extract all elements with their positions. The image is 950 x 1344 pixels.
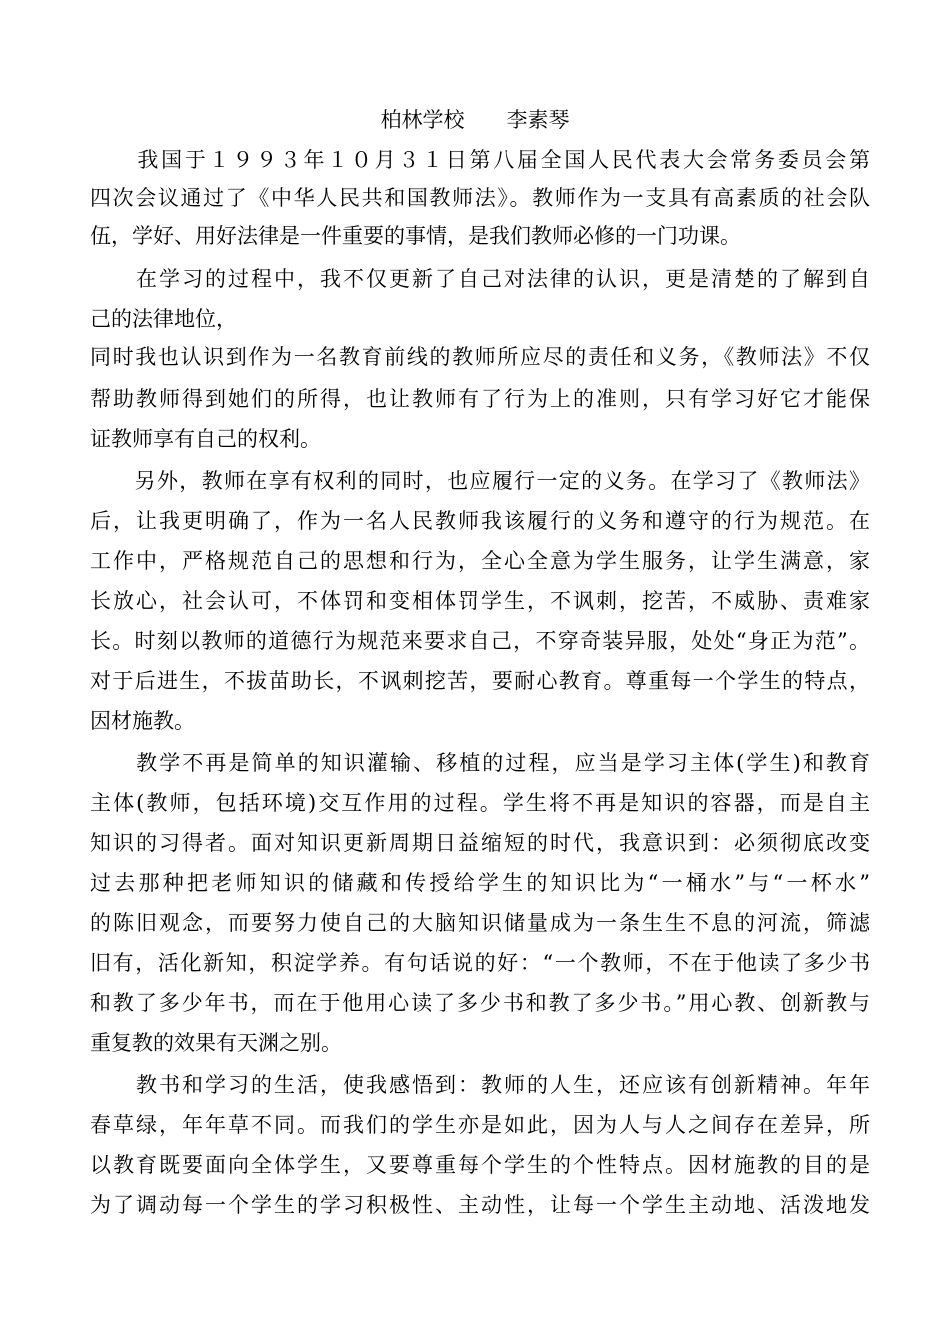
text-line: 为了调动每一个学生的学习积极性、主动性，让每一个学生主动地、活泼地发	[90, 1193, 870, 1217]
text-line: 对于后进生，不拔苗助长，不讽刺挖苦，要耐心教育。尊重每一个学生的特点，	[90, 669, 870, 693]
text-line: 四次会议通过了《中华人民共和国教师法》。教师作为一支具有高素质的社会队	[90, 186, 870, 210]
text-line: 工作中，严格规范自己的思想和行为，全心全意为学生服务，让学生满意，家	[90, 549, 870, 573]
text-line: 因材施教。	[90, 709, 195, 733]
text-line: 旧有，活化新知，积淀学养。有句话说的好：“一个教师，不在于他读了多少书	[90, 951, 870, 975]
text-line: 春草绿，年年草不同。而我们的学生亦是如此，因为人与人之间存在差异，所	[90, 1113, 870, 1137]
text-line: 和教了多少年书，而在于他用心读了多少书和教了多少书。”用心教、创新教与	[90, 991, 870, 1015]
text-line: 教学不再是简单的知识灌输、移植的过程，应当是学习主体(学生)和教育	[90, 751, 870, 775]
text-line: 伍，学好、用好法律是一件重要的事情，是我们教师必修的一门功课。	[90, 224, 741, 248]
text-line: 长放心，社会认可，不体罚和变相体罚学生，不讽刺，挖苦，不威胁、责难家	[90, 589, 870, 613]
text-line: 以教育既要面向全体学生，又要尊重每个学生的个性特点。因材施教的目的是	[90, 1153, 870, 1177]
text-line: 己的法律地位，	[90, 307, 237, 331]
text-line: 证教师享有自己的权利。	[90, 427, 321, 451]
text-line: 知识的习得者。面对知识更新周期日益缩短的时代，我意识到：必须彻底改变	[90, 831, 870, 855]
text-line: 另外，教师在享有权利的同时，也应履行一定的义务。在学习了《教师法》	[90, 469, 870, 493]
text-line: 后，让我更明确了，作为一名人民教师我该履行的义务和遵守的行为规范。在	[90, 509, 870, 533]
text-line: 重复教的效果有天渊之别。	[90, 1031, 342, 1055]
text-line: 教书和学习的生活，使我感悟到：教师的人生，还应该有创新精神。年年	[90, 1073, 870, 1097]
text-line: 我国于１９９３年１０月３１日第八届全国人民代表大会常务委员会第	[90, 148, 870, 172]
text-line: 同时我也认识到作为一名教育前线的教师所应尽的责任和义务，《教师法》不仅	[90, 345, 870, 369]
text-line: 主体(教师，包括环境)交互作用的过程。学生将不再是知识的容器，而是自主	[90, 791, 870, 815]
text-line: 长。时刻以教师的道德行为规范来要求自己，不穿奇装异服，处处“身正为范”。	[90, 629, 870, 653]
text-line: 的陈旧观念，而要努力使自己的大脑知识储量成为一条生生不息的河流，筛滤	[90, 911, 870, 935]
text-line: 帮助教师得到她们的所得，也让教师有了行为上的准则，只有学习好它才能保	[90, 387, 870, 411]
text-line: 在学习的过程中，我不仅更新了自己对法律的认识，更是清楚的了解到自	[90, 267, 870, 291]
author-line: 柏林学校 李素琴	[380, 108, 570, 132]
text-line: 过去那种把老师知识的储藏和传授给学生的知识比为“一桶水”与“一杯水”	[90, 871, 870, 895]
